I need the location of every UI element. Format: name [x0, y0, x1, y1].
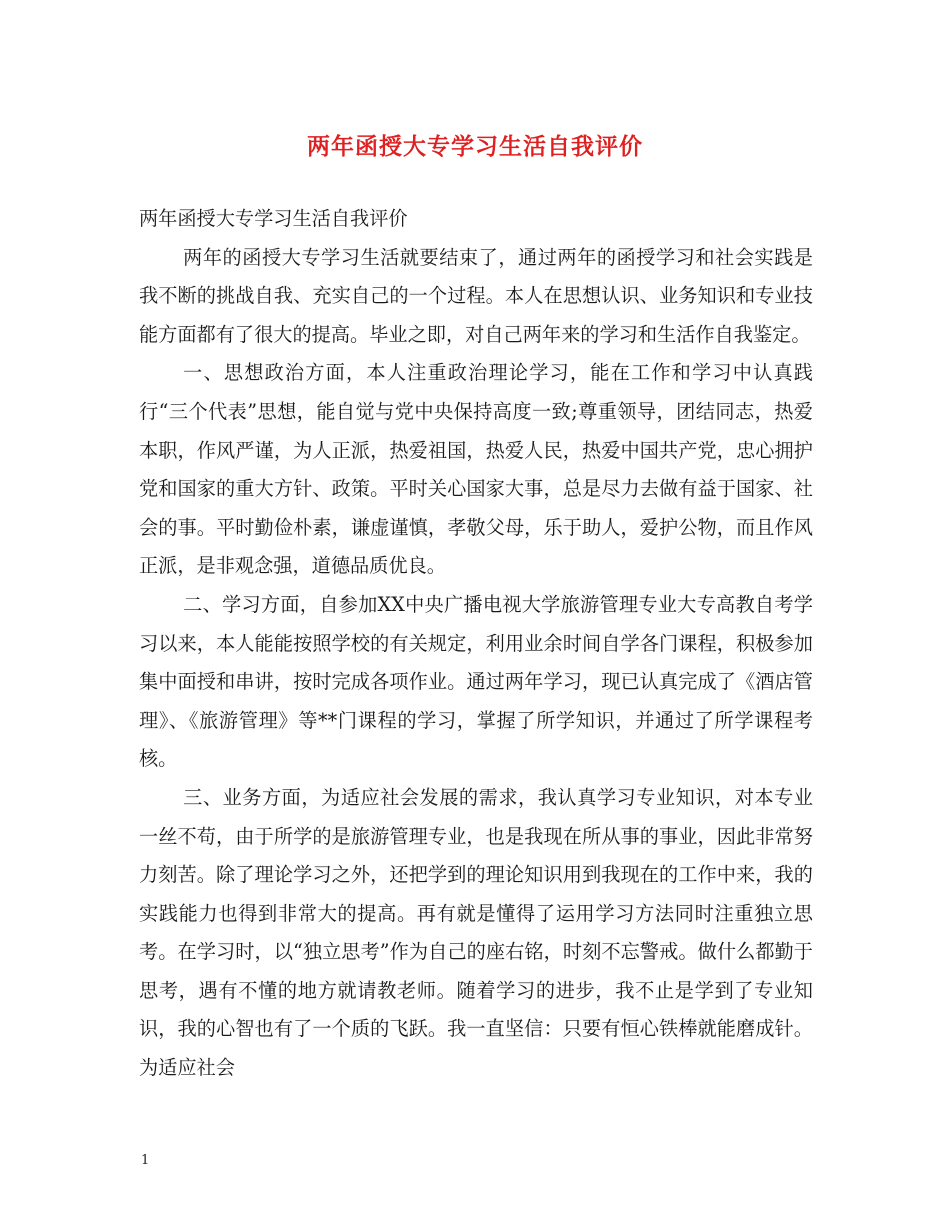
document-body — [139, 200, 813, 1088]
page-number: 1 — [141, 1153, 150, 1168]
paragraph-study: 二、学习方面，自参加XX中央广播电视大学旅游管理专业大专高教自考学习以来，本人能能按照学校的有关规定，利用业余时间自学各门课程，积极参加集中面授和串讲，按时完成各项作业。通过两年学习，现已认真完成了《酒店管理》、《旅游管理》等**门课程的学习，掌握了所学知识，并通过了所学课程考核。 — [139, 592, 813, 771]
document-title: 两年函授大专学习生活自我评价 — [307, 133, 643, 160]
paragraph-political: 一、思想政治方面，本人注重政治理论学习，能在工作和学习中认真践行“三个代表”思想，能自觉与党中央保持高度一致;尊重领导，团结同志，热爱本职，作风严谨，为人正派，热爱祖国，热爱人民，热爱中国共产党，忠心拥护党和国家的重大方针、政策。平时关心国家大事，总是尽力去做有益于国家、社会的事。平时勤俭朴素，谦虚谨慎，孝敬父母，乐于助人，爱护公物，而且作风正派，是非观念强，道德品质优良。 — [139, 361, 813, 578]
paragraph-business: 三、业务方面，为适应社会发展的需求，我认真学习专业知识，对本专业一丝不苟，由于所学的是旅游管理专业，也是我现在所从事的事业，因此非常努力刻苦。除了理论学习之外，还把学到的理论知识用到我现在的工作中来，我的实践能力也得到非常大的提高。再有就是懂得了运用学习方法同时注重独立思考。在学习时，以“独立思考”作为自己的座右铭，时刻不忘警戒。做什么都勤于思考，遇有不懂的地方就请教老师。随着学习的进步，我不止是学到了专业知识，我的心智也有了一个质的飞跃。我一直坚信：只要有恒心铁棒就能磨成针。为适应社会 — [139, 785, 813, 1080]
document-subtitle: 两年函授大专学习生活自我评价 — [139, 207, 408, 230]
paragraph-intro: 两年的函授大专学习生活就要结束了，通过两年的函授学习和社会实践是我不断的挑战自我、充实自己的一个过程。本人在思想认识、业务知识和专业技能方面都有了很大的提高。毕业之即，对自己两年来的学习和生活作自我鉴定。 — [139, 245, 813, 346]
